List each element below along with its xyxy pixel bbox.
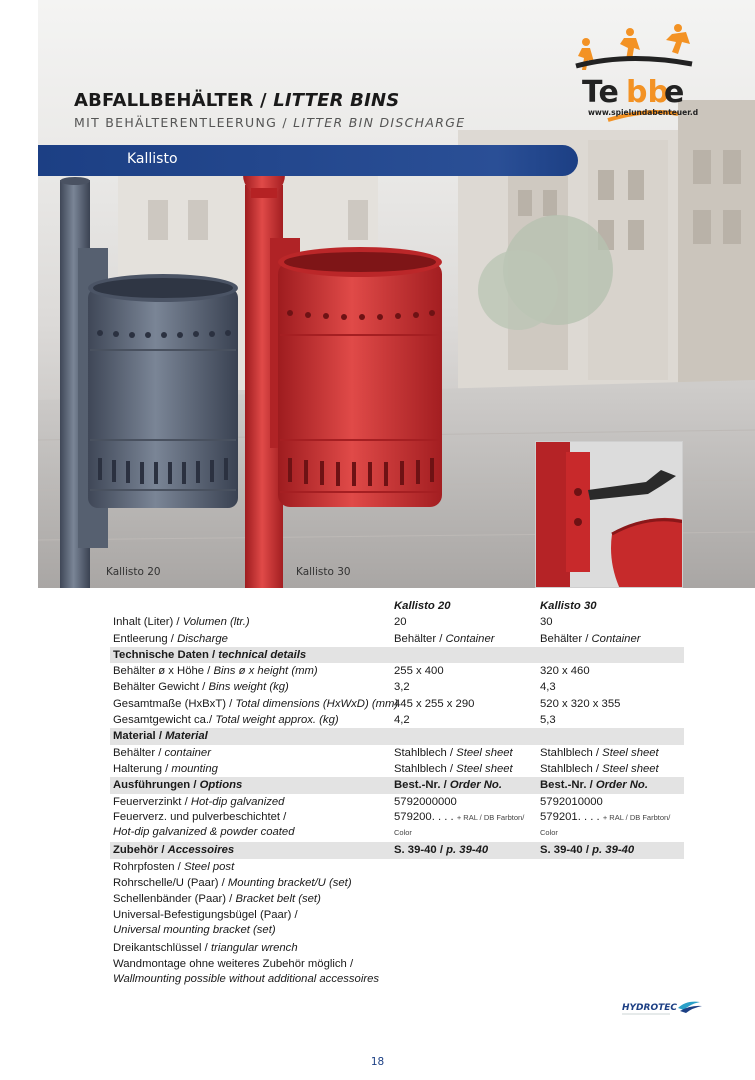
title-de: ABFALLBEHÄLTER /: [74, 90, 274, 111]
page-ref-de: S. 39-40 /: [540, 844, 593, 857]
hydrotec-text: HYDROTEC: [622, 1003, 677, 1013]
section-banner-label: Kallisto: [127, 151, 178, 167]
cell-value: Stahlblech /: [394, 762, 457, 775]
section-label-de: Technische Daten /: [113, 648, 219, 661]
section-label-en: technical details: [218, 648, 307, 661]
row-label-de: Rohrschelle/U (Paar) /: [113, 877, 228, 890]
row-label-de: Behälter ø x Höhe /: [113, 665, 214, 678]
page-subtitle: [74, 115, 465, 130]
row-label-de: Schellenbänder (Paar) /: [113, 893, 236, 906]
row-label-de: Universal-Befestigungsbügel (Paar) /: [113, 908, 298, 921]
col-head-kallisto-30: Kallisto 30: [540, 600, 597, 612]
row-label-de: Rohrpfosten /: [113, 860, 184, 873]
table-row: [110, 614, 684, 630]
row-label-en: Mounting bracket/U (set): [227, 877, 352, 890]
col-head-kallisto-20: Kallisto 20: [394, 600, 451, 612]
row-label-de: Entleerung /: [113, 632, 178, 645]
tebbe-logo-image: [568, 22, 698, 130]
page-ref-en: p. 39-40: [592, 844, 635, 857]
accessory-row: [110, 940, 684, 956]
svg-text:e: e: [664, 75, 685, 110]
cell-value: Behälter /: [540, 632, 592, 645]
row-label-en: triangular wrench: [210, 942, 298, 955]
table-row: [110, 745, 684, 761]
section-label-de: Zubehör /: [113, 844, 168, 857]
cell-value: 4,2: [394, 714, 410, 727]
section-label-de: Ausführungen /: [113, 779, 200, 792]
row-label-en: Bins weight (kg): [208, 681, 289, 694]
table-row: [110, 794, 684, 810]
color-note: + RAL / DB Farbton/: [602, 812, 671, 822]
row-label-de: Gesamtmaße (HxBxT) /: [113, 697, 236, 710]
cell-value: 4,3: [540, 681, 556, 694]
row-label-de: Halterung /: [113, 762, 172, 775]
row-label-en: Steel post: [183, 860, 235, 873]
accessory-row: [110, 957, 684, 990]
tebbe-logo: [568, 22, 698, 130]
color-note: + RAL / DB Farbton/: [456, 812, 525, 822]
cell-value: 255 x 400: [394, 665, 444, 678]
hydrotec-logo-image: [620, 996, 704, 1020]
order-number: 579200. . . .: [394, 810, 454, 823]
logo-url: www.spielundabenteuer.de: [588, 108, 698, 117]
table-header-row: [110, 598, 684, 614]
table-row: [110, 631, 684, 647]
cell-value: 520 x 320 x 355: [540, 697, 621, 710]
section-row-accessories: [110, 842, 684, 858]
section-label-de: Material /: [113, 730, 166, 743]
row-label-en: Total dimensions (HxWxD) (mm): [235, 697, 399, 710]
section-row-technical: [110, 647, 684, 663]
row-label-en: Volumen (ltr.): [182, 616, 250, 629]
page-number: 18: [370, 1056, 385, 1068]
table-row: [110, 696, 684, 712]
row-label-en: Universal mounting bracket (set): [113, 923, 276, 936]
subtitle-de: MIT BEHÄLTERENTLEERUNG /: [74, 115, 294, 130]
title-en: LITTER BINS: [273, 90, 400, 111]
accessory-row: [110, 891, 684, 907]
page-ref-de: S. 39-40 /: [394, 844, 447, 857]
cell-value: Steel sheet: [456, 762, 513, 775]
order-head-en: Order No.: [595, 779, 648, 792]
cell-value: Stahlblech /: [394, 746, 457, 759]
order-number: 579201. . . .: [540, 810, 600, 823]
row-label-en: Bins ø x height (mm): [213, 665, 318, 678]
row-label-en: Hot-dip galvanized: [190, 795, 285, 808]
section-label-en: Accessoires: [167, 844, 235, 857]
subtitle-en: LITTER BIN DISCHARGE: [293, 115, 466, 130]
table-row: [110, 712, 684, 728]
row-label-de: Gesamtgewicht ca./: [113, 714, 216, 727]
cell-value: Container: [445, 632, 495, 645]
table-row: [110, 761, 684, 777]
accessory-row: [110, 908, 684, 941]
row-label-en: Bracket belt (set): [235, 893, 321, 906]
color-note: Color: [394, 827, 412, 837]
row-label-en: container: [164, 746, 211, 759]
section-row-options: [110, 777, 684, 793]
cell-value: 30: [540, 616, 553, 629]
cell-value: Behälter /: [394, 632, 446, 645]
section-row-material: [110, 728, 684, 744]
cell-value: 20: [394, 616, 407, 629]
accessory-row: [110, 875, 684, 891]
table-row: [110, 663, 684, 679]
svg-text:Te: Te: [582, 75, 619, 110]
caption-kallisto-20: Kallisto 20: [106, 566, 161, 578]
cell-value: 445 x 255 x 290: [394, 697, 475, 710]
caption-kallisto-30: Kallisto 30: [296, 566, 351, 578]
row-label-de: Behälter /: [113, 746, 165, 759]
svg-text:bb: bb: [626, 75, 669, 110]
order-head-en: Order No.: [449, 779, 502, 792]
order-head-de: Best.-Nr. /: [540, 779, 596, 792]
table-row: [110, 810, 684, 843]
row-label-en: Discharge: [177, 632, 228, 645]
accessory-row: [110, 859, 684, 875]
row-label-de: Feuerverzinkt /: [113, 795, 191, 808]
color-note: Color: [540, 827, 558, 837]
table-row: [110, 679, 684, 695]
cell-value: Steel sheet: [456, 746, 513, 759]
row-label-de: Dreikantschlüssel /: [113, 942, 211, 955]
order-head-de: Best.-Nr. /: [394, 779, 450, 792]
cell-value: Steel sheet: [602, 762, 659, 775]
cell-value: Stahlblech /: [540, 746, 603, 759]
row-label-de: Feuerverz. und pulverbeschichtet /: [113, 810, 287, 823]
hydrotec-logo: [620, 996, 704, 1020]
cell-value: 3,2: [394, 681, 410, 694]
order-number: 5792000000: [394, 795, 457, 808]
cell-value: Container: [591, 632, 641, 645]
section-banner: [38, 145, 578, 176]
cell-value: Steel sheet: [602, 746, 659, 759]
wrench-detail-image: [536, 442, 683, 588]
row-label-de: Inhalt (Liter) /: [113, 616, 183, 629]
section-label-en: Options: [199, 779, 243, 792]
row-label-de: Wandmontage ohne weiteres Zubehör möglich /: [113, 957, 354, 970]
row-label-de: Behälter Gewicht /: [113, 681, 209, 694]
row-label-en: mounting: [171, 762, 218, 775]
row-label-en: Total weight approx. (kg): [215, 714, 339, 727]
order-number: 5792010000: [540, 795, 603, 808]
row-label-en: Wallmounting possible without additional accessoires: [113, 972, 380, 985]
row-label-en: Hot-dip galvanized & powder coated: [113, 825, 295, 838]
cell-value: 5,3: [540, 714, 556, 727]
cell-value: 320 x 460: [540, 665, 590, 678]
detail-inset-image: [535, 441, 683, 588]
page-title: [74, 90, 399, 111]
section-label-en: Material: [165, 730, 208, 743]
page-ref-en: p. 39-40: [446, 844, 489, 857]
spec-table: [110, 598, 684, 989]
cell-value: Stahlblech /: [540, 762, 603, 775]
